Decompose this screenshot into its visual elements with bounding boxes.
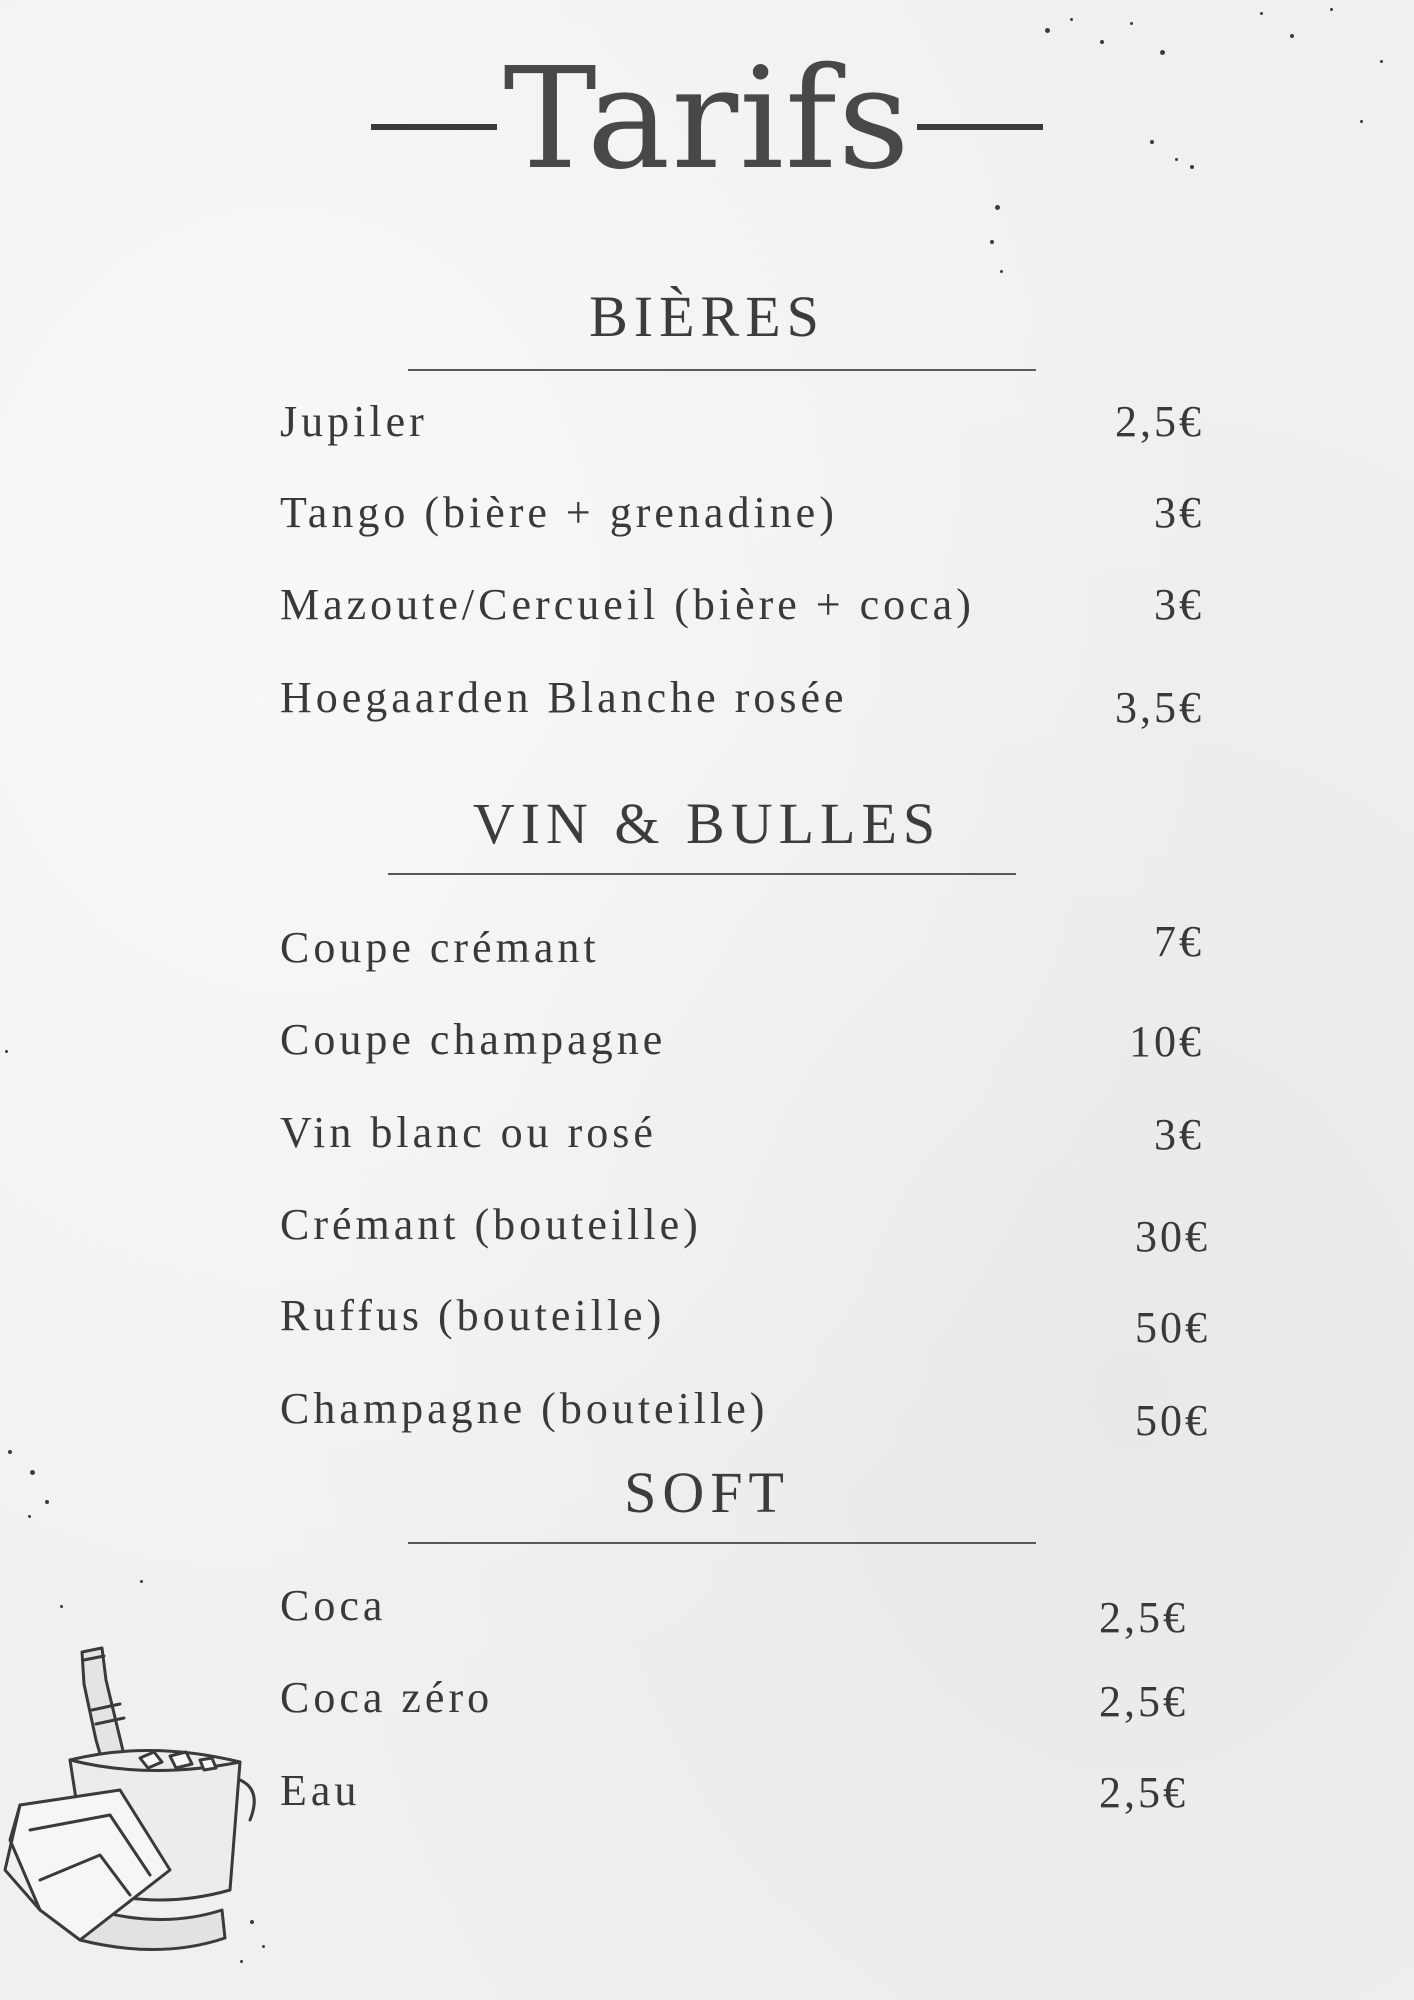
title-text: Tarifs [503,38,911,201]
page-title [0,38,1414,201]
title-rule-left [371,124,497,130]
menu-item-name: Tango (bière + grenadine) [280,488,838,537]
menu-item-name: Ruffus (bouteille) [280,1291,666,1340]
menu-item-price: 2,5€ [1115,397,1204,446]
menu-item-name: Coupe champagne [280,1015,667,1064]
menu-item-name: Mazoute/Cercueil (bière + coca) [280,580,975,629]
menu-item-name: Hoegaarden Blanche rosée [280,673,848,722]
menu-item-name: Crémant (bouteille) [280,1200,702,1249]
menu-item-price: 10€ [1129,1017,1204,1066]
menu-item-price: 3,5€ [1115,683,1204,732]
section-heading-vins: VIN & BULLES [472,791,942,856]
menu-item-price: 3€ [1154,488,1204,537]
section-rule-vins [388,873,1016,875]
menu-item-name: Coca [280,1581,387,1630]
menu-item-price: 2,5€ [1099,1768,1188,1817]
section-rule-soft [408,1542,1036,1544]
menu-item-name: Vin blanc ou rosé [280,1108,657,1157]
title-rule-right [917,124,1043,130]
menu-item-price: 2,5€ [1099,1593,1188,1642]
menu-item-name: Jupiler [280,397,428,446]
menu-item-name: Eau [280,1766,361,1815]
menu-item-name: Champagne (bouteille) [280,1384,769,1433]
menu-item-name: Coupe crémant [280,923,600,972]
menu-item-name: Coca zéro [280,1673,494,1722]
menu-item-price: 50€ [1135,1303,1210,1352]
menu-item-price: 3€ [1154,1110,1204,1159]
menu-item-price: 2,5€ [1099,1677,1188,1726]
menu-item-price: 3€ [1154,580,1204,629]
menu-item-price: 50€ [1135,1396,1210,1445]
section-heading-soft: SOFT [624,1460,790,1525]
champagne-bucket-icon [0,1640,270,1980]
menu-item-price: 7€ [1154,917,1204,966]
menu-item-price: 30€ [1135,1212,1210,1261]
section-heading-bieres: BIÈRES [589,284,825,349]
section-rule-bieres [408,369,1036,371]
